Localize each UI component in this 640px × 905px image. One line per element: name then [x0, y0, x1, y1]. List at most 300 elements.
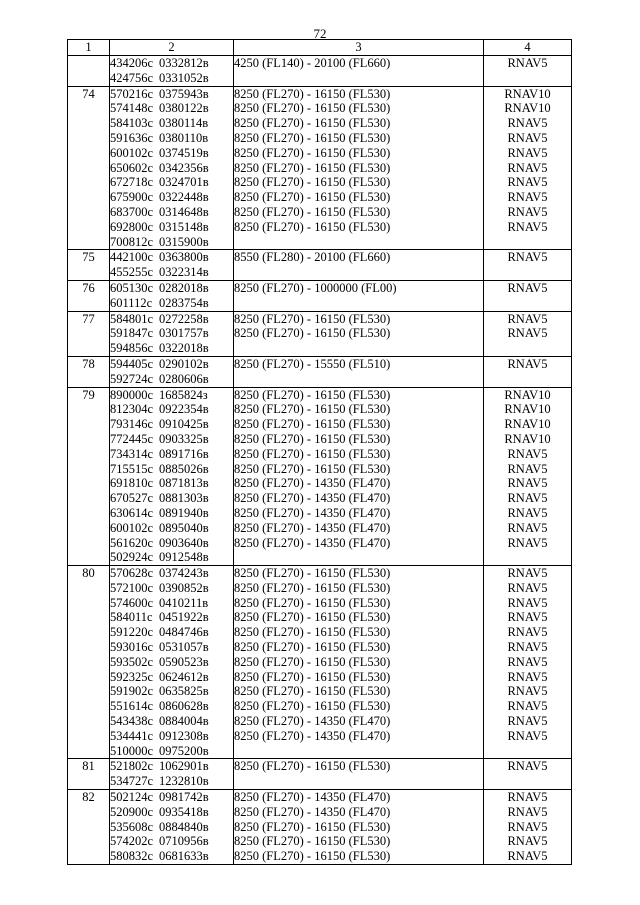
altitude-range: 8250 (FL270) - 16150 (FL530)	[234, 311, 391, 326]
latitude: 683700с	[110, 204, 154, 219]
latitude: 570628с	[110, 566, 154, 581]
altitude-cell	[234, 311, 484, 356]
altitude-range: 8250 (FL270) - 16150 (FL530)	[234, 684, 391, 699]
navigation-spec-cell	[484, 566, 572, 759]
latitude: 535608с	[110, 819, 154, 834]
navigation-spec: RNAV5	[507, 250, 548, 265]
altitude-range: 8250 (FL270) - 16150 (FL530)	[234, 625, 391, 640]
altitude-range: 8250 (FL270) - 16150 (FL530)	[234, 204, 391, 219]
latitude: 584011с	[110, 610, 153, 625]
table-row	[68, 387, 572, 566]
coordinate-pair	[110, 759, 233, 774]
longitude: 0390852в	[159, 580, 209, 595]
altitude-range: 8250 (FL270) - 16150 (FL530)	[234, 431, 391, 446]
longitude: 0895040в	[159, 520, 209, 535]
latitude: 591847с	[110, 326, 154, 341]
coordinates-cell	[110, 387, 234, 566]
coordinate-pair	[110, 670, 233, 685]
altitude-range: 8550 (FL280) - 20100 (FL660)	[234, 250, 391, 265]
navigation-spec: RNAV5	[507, 759, 548, 774]
coordinate-pair	[110, 476, 233, 491]
navigation-spec: RNAV10	[504, 387, 551, 402]
longitude: 0981742в	[159, 790, 209, 805]
latitude: 715515с	[110, 461, 154, 476]
altitude-range: 8250 (FL270) - 16150 (FL530)	[234, 669, 391, 684]
longitude: 0681633в	[159, 849, 209, 864]
coordinate-pair	[110, 610, 233, 625]
longitude: 0624612в	[159, 669, 209, 684]
coordinate-pair	[110, 699, 233, 714]
longitude: 0332812в	[159, 56, 209, 70]
altitude-range: 8250 (FL270) - 16150 (FL530)	[234, 190, 391, 205]
coordinate-pair	[110, 190, 233, 205]
navigation-spec: RNAV5	[507, 476, 548, 491]
coordinate-pair	[110, 326, 233, 341]
airways-table	[67, 39, 572, 865]
latitude: 675900с	[110, 190, 154, 205]
table-row	[68, 311, 572, 356]
coordinate-pair	[110, 432, 233, 447]
coordinate-pair	[110, 357, 233, 372]
coordinate-pair	[110, 205, 233, 220]
longitude: 0922354в	[159, 402, 209, 417]
coordinate-pair	[110, 462, 233, 477]
table-row	[68, 86, 572, 250]
latitude: 574148с	[110, 101, 154, 116]
route-number: 74	[68, 86, 110, 250]
table-row	[68, 56, 572, 87]
coordinates-cell	[110, 280, 234, 311]
navigation-spec-cell	[484, 280, 572, 311]
altitude-range: 8250 (FL270) - 14350 (FL470)	[234, 476, 391, 491]
latitude: 593016с	[110, 640, 154, 655]
navigation-spec: RNAV5	[507, 790, 548, 805]
coordinate-pair	[110, 596, 233, 611]
altitude-range: 8250 (FL270) - 16150 (FL530)	[234, 326, 391, 341]
altitude-cell	[234, 280, 484, 311]
coordinates-cell	[110, 759, 234, 790]
navigation-spec: RNAV5	[507, 219, 548, 234]
altitude-cell	[234, 759, 484, 790]
longitude: 1232810в	[159, 774, 209, 789]
navigation-spec: RNAV5	[507, 849, 548, 864]
navigation-spec: RNAV5	[507, 834, 548, 849]
altitude-range: 8250 (FL270) - 16150 (FL530)	[234, 86, 391, 101]
longitude: 0380122в	[159, 101, 209, 116]
latitude: 630614с	[110, 505, 154, 520]
navigation-spec: RNAV5	[507, 311, 548, 326]
altitude-range: 8250 (FL270) - 15550 (FL510)	[234, 356, 391, 371]
altitude-cell	[234, 790, 484, 865]
coordinate-pair	[110, 834, 233, 849]
navigation-spec: RNAV5	[507, 491, 548, 506]
longitude: 0884004в	[159, 714, 209, 729]
altitude-range: 8250 (FL270) - 16150 (FL530)	[234, 654, 391, 669]
longitude: 0910425в	[159, 417, 209, 432]
altitude-cell	[234, 86, 484, 250]
longitude: 0903640в	[159, 535, 209, 550]
coordinate-pair	[110, 131, 233, 146]
navigation-spec: RNAV5	[507, 280, 548, 295]
longitude: 0380110в	[159, 130, 209, 145]
coordinate-pair	[110, 116, 233, 131]
navigation-spec: RNAV5	[507, 728, 548, 743]
latitude: 593502с	[110, 654, 154, 669]
longitude: 0315900в	[159, 234, 209, 249]
navigation-spec: RNAV10	[504, 101, 551, 116]
latitude: 793146с	[110, 417, 154, 432]
navigation-spec: RNAV5	[507, 190, 548, 205]
latitude: 591220с	[110, 625, 154, 640]
coordinates-cell	[110, 86, 234, 250]
coordinate-pair	[110, 684, 233, 699]
latitude: 600102с	[110, 145, 154, 160]
coordinate-pair	[110, 550, 233, 565]
longitude: 0912548в	[159, 550, 209, 565]
navigation-spec-cell	[484, 311, 572, 356]
coordinate-pair	[110, 566, 233, 581]
latitude: 455255с	[110, 265, 154, 280]
latitude: 442100с	[110, 250, 154, 265]
latitude: 812304с	[110, 402, 154, 417]
navigation-spec: RNAV5	[507, 520, 548, 535]
navigation-spec: RNAV5	[507, 160, 548, 175]
coordinate-pair	[110, 447, 233, 462]
longitude: 0342356в	[159, 160, 209, 175]
latitude: 521802с	[110, 759, 154, 774]
longitude: 0451922в	[159, 610, 209, 625]
longitude: 0375943в	[159, 86, 209, 101]
navigation-spec: RNAV5	[507, 116, 548, 131]
navigation-spec: RNAV10	[504, 431, 551, 446]
longitude: 0531057в	[159, 640, 209, 655]
column-header-2: 2	[110, 40, 234, 56]
altitude-range: 8250 (FL270) - 16150 (FL530)	[234, 759, 391, 774]
navigation-spec-cell	[484, 356, 572, 387]
navigation-spec-cell	[484, 387, 572, 566]
coordinate-pair	[110, 536, 233, 551]
longitude: 0322018в	[159, 341, 209, 356]
latitude: 700812с	[110, 234, 154, 249]
longitude: 0363800в	[159, 250, 209, 265]
altitude-range: 8250 (FL270) - 14350 (FL470)	[234, 804, 391, 819]
altitude-range: 8250 (FL270) - 16150 (FL530)	[234, 402, 391, 417]
latitude: 434206с	[110, 56, 154, 70]
table-row	[68, 280, 572, 311]
longitude: 0282018в	[159, 280, 209, 295]
navigation-spec: RNAV5	[507, 595, 548, 610]
coordinate-pair	[110, 161, 233, 176]
latitude: 601112с	[110, 295, 153, 310]
altitude-range: 8250 (FL270) - 14350 (FL470)	[234, 790, 391, 805]
altitude-range: 8250 (FL270) - 16150 (FL530)	[234, 610, 391, 625]
altitude-range: 8250 (FL270) - 16150 (FL530)	[234, 219, 391, 234]
latitude: 584801с	[110, 311, 154, 326]
coordinate-pair	[110, 71, 233, 86]
coordinate-pair	[110, 744, 233, 759]
latitude: 534727с	[110, 774, 154, 789]
navigation-spec-cell	[484, 759, 572, 790]
coordinate-pair	[110, 250, 233, 265]
coordinate-pair	[110, 265, 233, 280]
latitude: 520900с	[110, 804, 154, 819]
longitude: 0410211в	[159, 595, 209, 610]
altitude-range: 8250 (FL270) - 16150 (FL530)	[234, 130, 391, 145]
latitude: 572100с	[110, 580, 154, 595]
coordinate-pair	[110, 774, 233, 789]
navigation-spec: RNAV5	[507, 684, 548, 699]
navigation-spec: RNAV5	[507, 625, 548, 640]
coordinate-pair	[110, 281, 233, 296]
longitude: 0710956в	[159, 834, 209, 849]
coordinate-pair	[110, 402, 233, 417]
navigation-spec: RNAV5	[507, 175, 548, 190]
altitude-range: 8250 (FL270) - 14350 (FL470)	[234, 505, 391, 520]
latitude: 591902с	[110, 684, 154, 699]
latitude: 591636с	[110, 130, 154, 145]
table-row	[68, 790, 572, 865]
longitude: 0635825в	[159, 684, 209, 699]
altitude-range: 4250 (FL140) - 20100 (FL660)	[234, 56, 391, 70]
longitude: 0272258в	[159, 311, 209, 326]
longitude: 0322314в	[159, 265, 209, 280]
latitude: 551614с	[110, 699, 154, 714]
navigation-spec: RNAV5	[507, 56, 548, 70]
altitude-range: 8250 (FL270) - 14350 (FL470)	[234, 520, 391, 535]
altitude-range: 8250 (FL270) - 16150 (FL530)	[234, 834, 391, 849]
latitude: 692800с	[110, 219, 154, 234]
coordinate-pair	[110, 640, 233, 655]
navigation-spec: RNAV5	[507, 654, 548, 669]
route-number: 75	[68, 250, 110, 281]
latitude: 570216с	[110, 86, 154, 101]
navigation-spec: RNAV5	[507, 130, 548, 145]
longitude: 0885026в	[159, 461, 209, 476]
altitude-range: 8250 (FL270) - 16150 (FL530)	[234, 566, 391, 581]
latitude: 510000с	[110, 743, 154, 758]
navigation-spec: RNAV5	[507, 669, 548, 684]
longitude: 0314648в	[159, 204, 209, 219]
latitude: 592724с	[110, 371, 154, 386]
coordinate-pair	[110, 388, 233, 403]
table-header-row	[68, 40, 572, 56]
longitude: 0484746в	[159, 625, 209, 640]
latitude: 734314с	[110, 446, 154, 461]
coordinate-pair	[110, 56, 233, 71]
longitude: 1685824з	[159, 387, 208, 402]
coordinate-pair	[110, 312, 233, 327]
altitude-range: 8250 (FL270) - 16150 (FL530)	[234, 417, 391, 432]
navigation-spec: RNAV5	[507, 640, 548, 655]
navigation-spec: RNAV5	[507, 505, 548, 520]
longitude: 0283754в	[159, 295, 209, 310]
navigation-spec-cell	[484, 250, 572, 281]
navigation-spec: RNAV10	[504, 417, 551, 432]
longitude: 0912308в	[159, 728, 209, 743]
altitude-range: 8250 (FL270) - 16150 (FL530)	[234, 387, 391, 402]
route-number: 76	[68, 280, 110, 311]
longitude: 0891940в	[159, 505, 209, 520]
latitude: 670527с	[110, 491, 154, 506]
navigation-spec: RNAV5	[507, 699, 548, 714]
table-row	[68, 759, 572, 790]
altitude-cell	[234, 56, 484, 87]
coordinates-cell	[110, 566, 234, 759]
route-number: 82	[68, 790, 110, 865]
coordinate-pair	[110, 655, 233, 670]
route-number: 79	[68, 387, 110, 566]
longitude: 0331052в	[159, 70, 209, 85]
longitude: 0301757в	[159, 326, 209, 341]
altitude-range: 8250 (FL270) - 16150 (FL530)	[234, 640, 391, 655]
coordinates-cell	[110, 790, 234, 865]
altitude-range: 8250 (FL270) - 16150 (FL530)	[234, 145, 391, 160]
table-row	[68, 566, 572, 759]
latitude: 594856с	[110, 341, 154, 356]
longitude: 0860628в	[159, 699, 209, 714]
table-body	[68, 56, 572, 865]
navigation-spec: RNAV5	[507, 204, 548, 219]
altitude-range: 8250 (FL270) - 16150 (FL530)	[234, 446, 391, 461]
column-header-4: 4	[484, 40, 572, 56]
altitude-range: 8250 (FL270) - 16150 (FL530)	[234, 101, 391, 116]
altitude-range: 8250 (FL270) - 14350 (FL470)	[234, 728, 391, 743]
coordinate-pair	[110, 820, 233, 835]
coordinate-pair	[110, 714, 233, 729]
altitude-range: 8250 (FL270) - 16150 (FL530)	[234, 160, 391, 175]
coordinate-pair	[110, 805, 233, 820]
navigation-spec: RNAV10	[504, 402, 551, 417]
table-row	[68, 356, 572, 387]
coordinate-pair	[110, 296, 233, 311]
longitude: 0881303в	[159, 491, 209, 506]
longitude: 1062901в	[159, 759, 209, 774]
coordinates-cell	[110, 56, 234, 87]
latitude: 543438с	[110, 714, 154, 729]
navigation-spec: RNAV5	[507, 356, 548, 371]
altitude-range: 8250 (FL270) - 16150 (FL530)	[234, 819, 391, 834]
latitude: 574600с	[110, 595, 154, 610]
longitude: 0935418в	[159, 804, 209, 819]
navigation-spec: RNAV5	[507, 566, 548, 581]
longitude: 0324701в	[159, 175, 209, 190]
longitude: 0315148в	[159, 219, 209, 234]
altitude-range: 8250 (FL270) - 16150 (FL530)	[234, 175, 391, 190]
altitude-range: 8250 (FL270) - 14350 (FL470)	[234, 714, 391, 729]
altitude-range: 8250 (FL270) - 16150 (FL530)	[234, 580, 391, 595]
coordinate-pair	[110, 581, 233, 596]
navigation-spec: RNAV5	[507, 145, 548, 160]
route-number: 81	[68, 759, 110, 790]
latitude: 580832с	[110, 849, 154, 864]
navigation-spec: RNAV10	[504, 86, 551, 101]
coordinate-pair	[110, 625, 233, 640]
coordinate-pair	[110, 790, 233, 805]
altitude-range: 8250 (FL270) - 16150 (FL530)	[234, 849, 391, 864]
longitude: 0891716в	[159, 446, 209, 461]
altitude-range: 8250 (FL270) - 16150 (FL530)	[234, 461, 391, 476]
coordinates-cell	[110, 311, 234, 356]
coordinate-pair	[110, 341, 233, 356]
page-number: 72	[313, 26, 327, 41]
coordinate-pair	[110, 849, 233, 864]
navigation-spec: RNAV5	[507, 714, 548, 729]
longitude: 0871813в	[159, 476, 209, 491]
longitude: 0322448в	[159, 190, 209, 205]
altitude-cell	[234, 356, 484, 387]
coordinates-cell	[110, 250, 234, 281]
altitude-range: 8250 (FL270) - 14350 (FL470)	[234, 535, 391, 550]
navigation-spec: RNAV5	[507, 610, 548, 625]
navigation-spec: RNAV5	[507, 804, 548, 819]
altitude-range: 8250 (FL270) - 16150 (FL530)	[234, 595, 391, 610]
coordinate-pair	[110, 521, 233, 536]
route-number: 80	[68, 566, 110, 759]
coordinates-cell	[110, 356, 234, 387]
latitude: 561620с	[110, 535, 154, 550]
coordinate-pair	[110, 372, 233, 387]
coordinate-pair	[110, 175, 233, 190]
latitude: 772445с	[110, 431, 154, 446]
latitude: 600102с	[110, 520, 154, 535]
longitude: 0903325в	[159, 431, 209, 446]
longitude: 0590523в	[159, 654, 209, 669]
latitude: 424756с	[110, 70, 154, 85]
coordinate-pair	[110, 506, 233, 521]
navigation-spec: RNAV5	[507, 535, 548, 550]
navigation-spec: RNAV5	[507, 461, 548, 476]
latitude: 534441с	[110, 728, 154, 743]
altitude-range: 8250 (FL270) - 1000000 (FL00)	[234, 280, 397, 295]
column-header-1: 1	[68, 40, 110, 56]
coordinate-pair	[110, 220, 233, 235]
coordinate-pair	[110, 729, 233, 744]
navigation-spec: RNAV5	[507, 446, 548, 461]
table-row	[68, 250, 572, 281]
longitude: 0280606в	[159, 371, 209, 386]
longitude: 0374243в	[159, 566, 209, 581]
latitude: 605130с	[110, 280, 154, 295]
navigation-spec: RNAV5	[507, 326, 548, 341]
altitude-range: 8250 (FL270) - 16150 (FL530)	[234, 116, 391, 131]
latitude: 594405с	[110, 356, 154, 371]
longitude: 0380114в	[159, 116, 209, 131]
coordinate-pair	[110, 417, 233, 432]
coordinate-pair	[110, 491, 233, 506]
latitude: 672718с	[110, 175, 154, 190]
longitude: 0374519в	[159, 145, 209, 160]
coordinate-pair	[110, 87, 233, 102]
longitude: 0884840в	[159, 819, 209, 834]
route-number: 78	[68, 356, 110, 387]
altitude-range: 8250 (FL270) - 14350 (FL470)	[234, 491, 391, 506]
route-number: 77	[68, 311, 110, 356]
navigation-spec-cell	[484, 790, 572, 865]
altitude-range: 8250 (FL270) - 16150 (FL530)	[234, 699, 391, 714]
altitude-cell	[234, 250, 484, 281]
altitude-cell	[234, 387, 484, 566]
route-number	[68, 56, 110, 87]
navigation-spec-cell	[484, 56, 572, 87]
latitude: 592325с	[110, 669, 154, 684]
coordinate-pair	[110, 101, 233, 116]
coordinate-pair	[110, 146, 233, 161]
latitude: 502924с	[110, 550, 154, 565]
latitude: 691810с	[110, 476, 154, 491]
latitude: 890000с	[110, 387, 154, 402]
column-header-3: 3	[234, 40, 484, 56]
navigation-spec: RNAV5	[507, 580, 548, 595]
